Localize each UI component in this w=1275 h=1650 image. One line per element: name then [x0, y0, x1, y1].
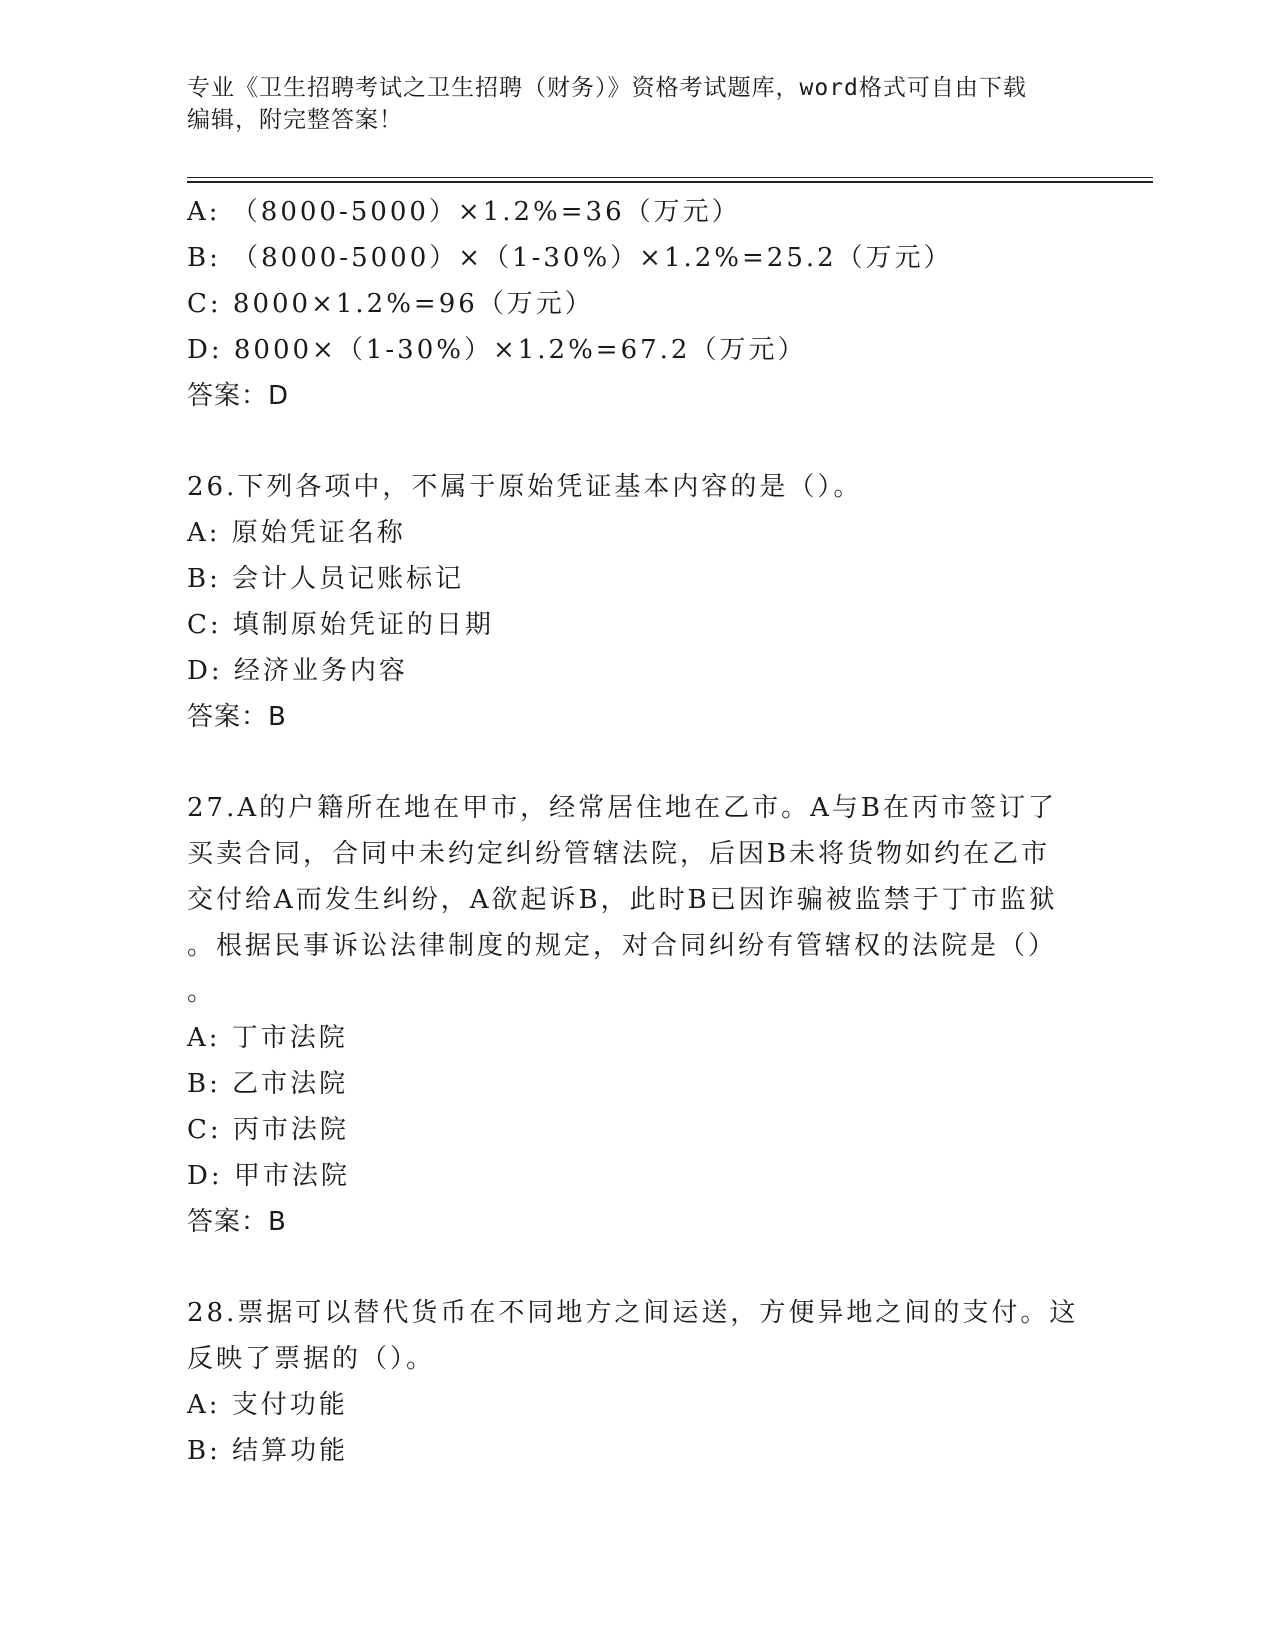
answer: 答案：B [187, 1207, 287, 1237]
question-list [187, 189, 1087, 1474]
question-27 [187, 785, 1087, 1245]
question-25 [187, 189, 1087, 419]
option-b: B: 乙市法院 [187, 1069, 349, 1099]
question-28 [187, 1290, 1087, 1474]
question-text: 交付给A而发生纠纷，A欲起诉B，此时B已因诈骗被监禁于丁市监狱 [187, 885, 1058, 915]
option-a: A: 丁市法院 [187, 1023, 348, 1053]
question-26 [187, 464, 1087, 740]
question-text: 。 [187, 977, 217, 1007]
option-b: B: 会计人员记账标记 [187, 564, 465, 594]
option-a: A: 原始凭证名称 [187, 518, 406, 548]
answer: 答案：D [187, 381, 290, 411]
question-text: 买卖合同，合同中未约定纠纷管辖法院，后因B未将货物如约在乙市 [187, 839, 1051, 869]
header-divider-thin [187, 177, 1153, 178]
question-text: 反映了票据的（）。 [187, 1344, 436, 1374]
question-text: 28.票据可以替代货币在不同地方之间运送，方便异地之间的支付。这 [187, 1298, 1079, 1328]
question-text: 。根据民事诉讼法律制度的规定，对合同纠纷有管辖权的法院是（） [187, 931, 1058, 961]
option-c: C: 8000×1.2%=96（万元） [187, 289, 594, 319]
header-line-2: 编辑，附完整答案！ [187, 107, 403, 133]
option-c: C: 填制原始凭证的日期 [187, 610, 494, 640]
option-d: D: 8000×（1-30%）×1.2%=67.2（万元） [187, 335, 807, 365]
option-a: A: 支付功能 [187, 1390, 348, 1420]
option-d: D: 经济业务内容 [187, 656, 408, 686]
header-divider-thick [187, 181, 1153, 183]
option-c: C: 丙市法院 [187, 1115, 349, 1145]
document-header [187, 72, 1067, 136]
question-text: 27.A的户籍所在地在甲市，经常居住地在乙市。A与B在丙市签订了 [187, 793, 1058, 823]
option-b: B: （8000-5000）×（1-30%）×1.2%=25.2（万元） [187, 243, 953, 273]
option-b: B: 结算功能 [187, 1436, 349, 1466]
option-a: A: （8000-5000）×1.2%=36（万元） [187, 197, 741, 227]
answer: 答案：B [187, 702, 287, 732]
option-d: D: 甲市法院 [187, 1161, 350, 1191]
question-text: 26.下列各项中，不属于原始凭证基本内容的是（）。 [187, 472, 863, 502]
header-line-1: 专业《卫生招聘考试之卫生招聘（财务）》资格考试题库，word格式可自由下载 [187, 75, 1027, 101]
